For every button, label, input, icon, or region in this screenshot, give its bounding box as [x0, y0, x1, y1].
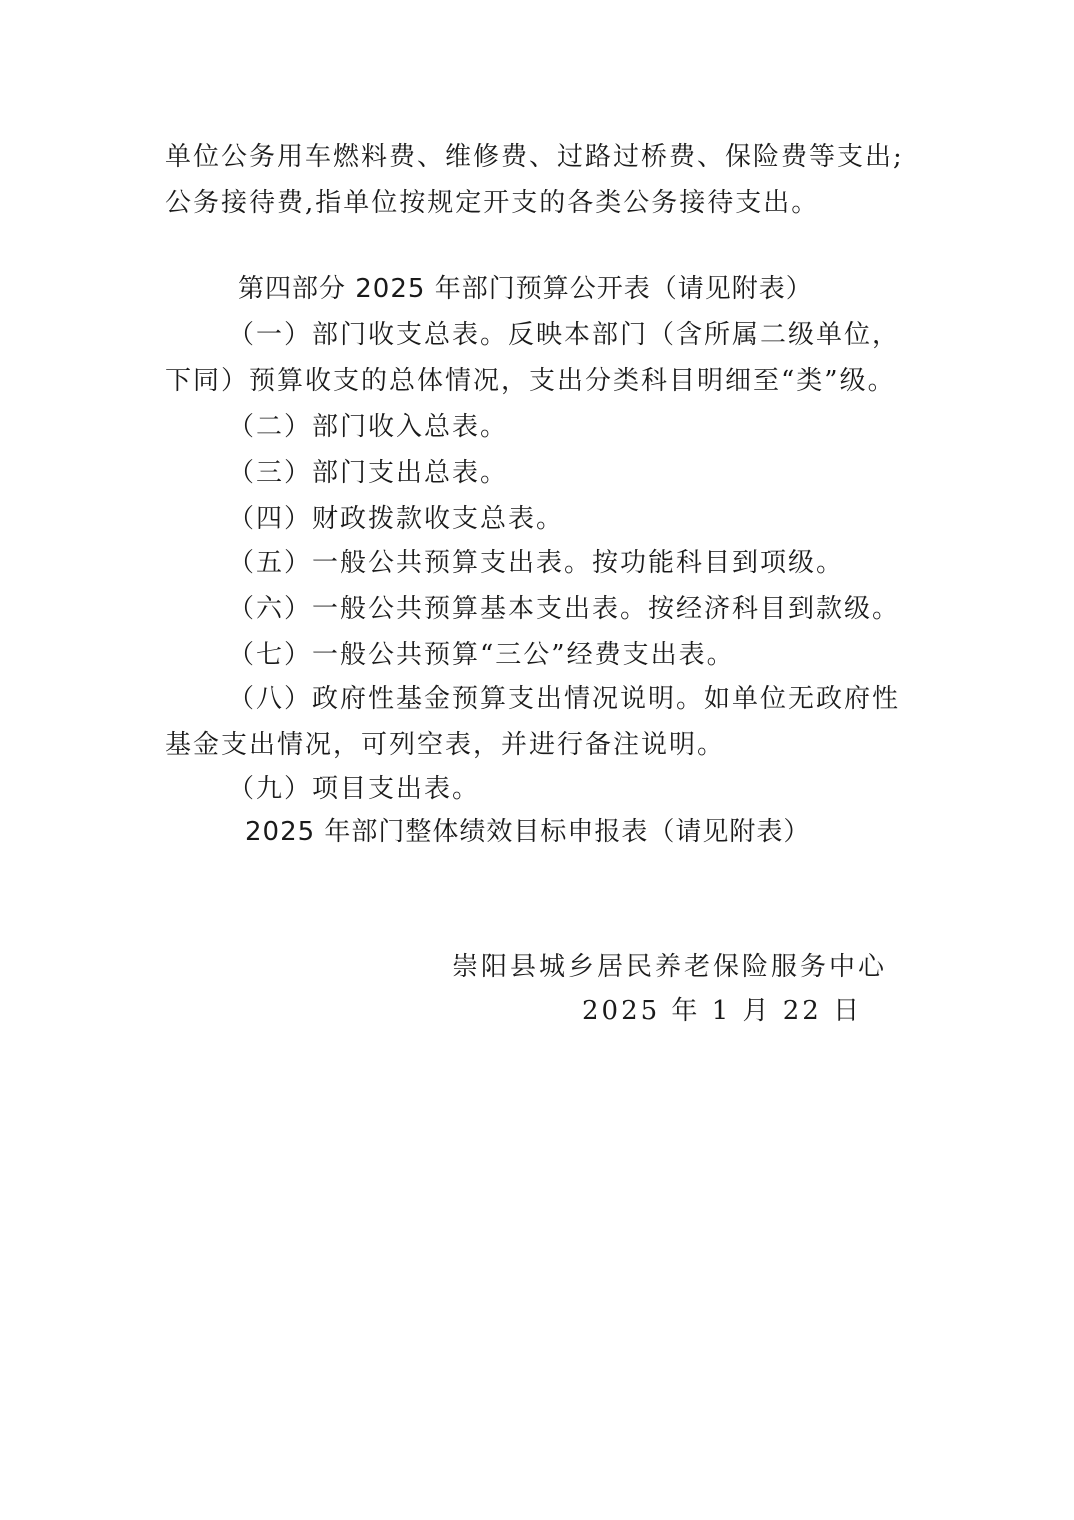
signature-date: 2025 年 1 月 22 日: [582, 996, 863, 1026]
item-1-line-1: （一）部门收支总表。反映本部门（含所属二级单位，: [228, 320, 901, 350]
item-4: （四）财政拨款收支总表。: [228, 504, 565, 534]
intro-line-1: 单位公务用车燃料费、维修费、过路过桥费、保险费等支出;: [165, 142, 904, 172]
item-7: （七）一般公共预算“三公”经费支出表。: [228, 640, 735, 670]
item-6: （六）一般公共预算基本支出表。按经济科目到款级。: [228, 594, 901, 624]
section-title: 第四部分 2025 年部门预算公开表（请见附表）: [238, 274, 813, 304]
item-2: （二）部门收入总表。: [228, 412, 509, 442]
performance-title: 2025 年部门整体绩效目标申报表（请见附表）: [245, 817, 811, 847]
item-1-line-2: 下同）预算收支的总体情况，支出分类科目明细至“类”级。: [165, 366, 896, 396]
item-5: （五）一般公共预算支出表。按功能科目到项级。: [228, 548, 845, 578]
item-9: （九）项目支出表。: [228, 774, 481, 804]
item-8-line-1: （八）政府性基金预算支出情况说明。如单位无政府性: [228, 684, 901, 714]
item-3: （三）部门支出总表。: [228, 458, 509, 488]
signature-org: 崇阳县城乡居民养老保险服务中心: [452, 952, 888, 982]
intro-line-2: 公务接待费,指单位按规定开支的各类公务接待支出。: [165, 188, 820, 218]
item-8-line-2: 基金支出情况，可列空表，并进行备注说明。: [165, 730, 726, 760]
